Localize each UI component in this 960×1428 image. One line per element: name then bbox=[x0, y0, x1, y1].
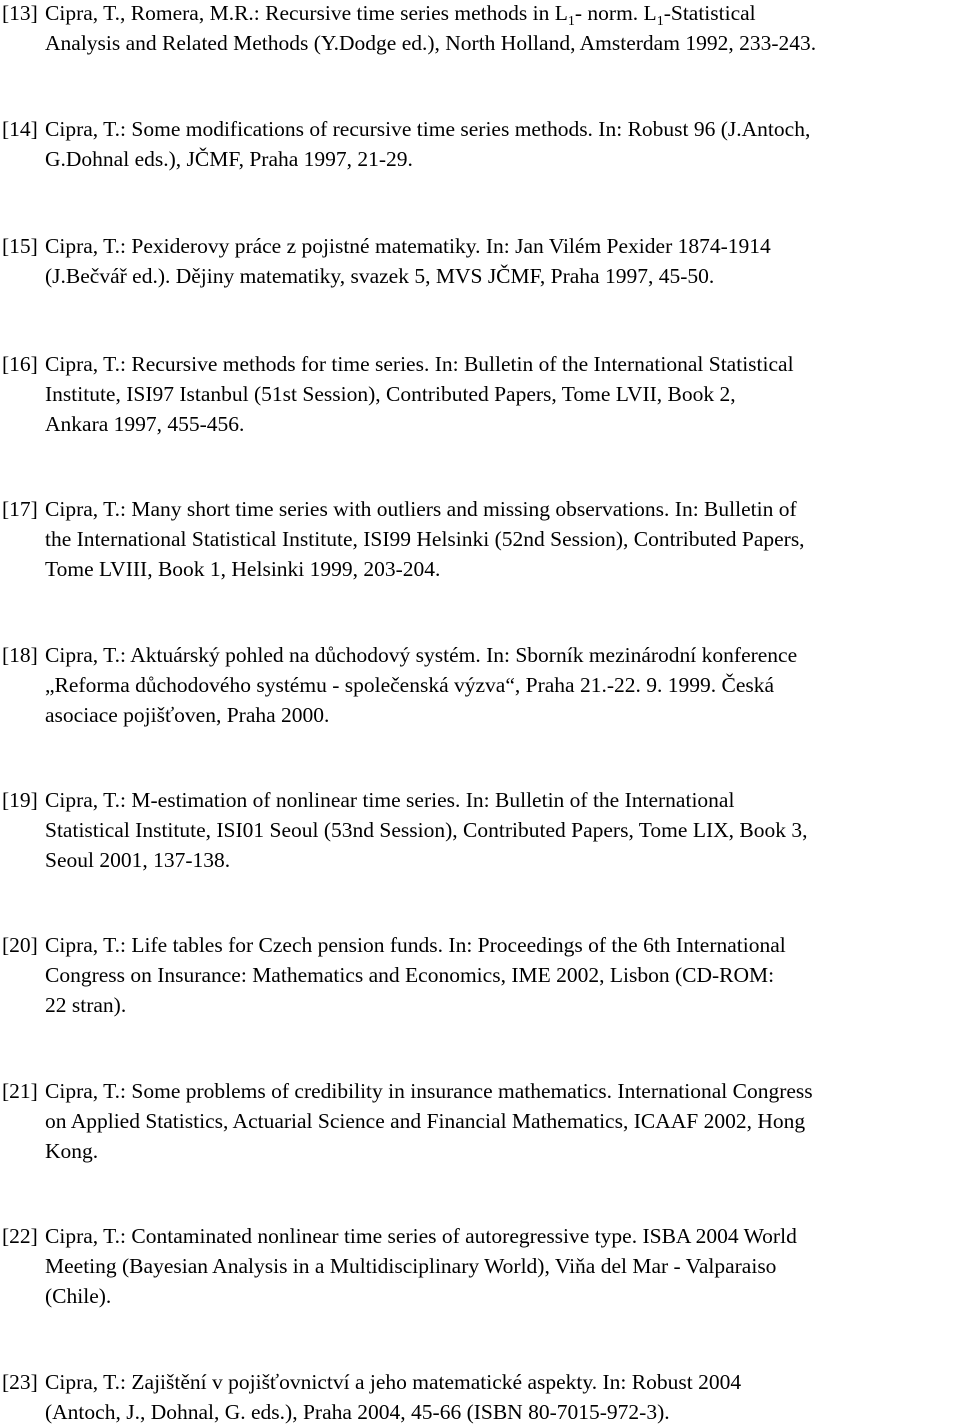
reference-line: (J.Bečvář ed.). Dějiny matematiky, svazek 5, MVS JČMF, Praha 1997, 45-50. bbox=[45, 264, 715, 288]
reference-line: (Chile). bbox=[45, 1284, 112, 1308]
reference-line: 22 stran). bbox=[45, 993, 127, 1017]
reference-20 bbox=[0, 930, 952, 1020]
reference-text bbox=[45, 0, 952, 58]
reference-number: [23] bbox=[2, 1370, 38, 1394]
reference-line: Cipra, T.: Contaminated nonlinear time series of autoregressive type. ISBA 2004 World bbox=[45, 1224, 797, 1248]
reference-line: Cipra, T., Romera, M.R.: Recursive time series methods in $L_1-$ norm. $L_1$-Statistical bbox=[45, 1, 756, 29]
reference-number: [16] bbox=[2, 352, 38, 376]
reference-text bbox=[45, 1076, 952, 1166]
reference-line: Cipra, T.: Zajištění v pojišťovnictví a jeho matematické aspekty. In: Robust 2004 bbox=[45, 1370, 742, 1394]
reference-19 bbox=[0, 785, 952, 875]
reference-16 bbox=[0, 349, 952, 439]
reference-line: Analysis and Related Methods (Y.Dodge ed.), North Holland, Amsterdam 1992, 233-243. bbox=[45, 31, 817, 55]
reference-line: Institute, ISI97 Istanbul (51st Session), Contributed Papers, Tome LVII, Book 2, bbox=[45, 382, 736, 406]
reference-line: Statistical Institute, ISI01 Seoul (53nd Session), Contributed Papers, Tome LIX, Book 3, bbox=[45, 818, 808, 842]
reference-line: Meeting (Bayesian Analysis in a Multidisciplinary World), Viňa del Mar - Valparaiso bbox=[45, 1254, 777, 1278]
reference-line: Cipra, T.: Recursive methods for time series. In: Bulletin of the International Statistical bbox=[45, 352, 794, 376]
reference-14 bbox=[0, 114, 952, 174]
reference-number: [19] bbox=[2, 788, 38, 812]
reference-line: „Reforma důchodového systému - společenská výzva“, Praha 21.-22. 9. 1999. Česká bbox=[45, 673, 775, 697]
reference-number: [14] bbox=[2, 117, 38, 141]
reference-text bbox=[45, 349, 952, 439]
reference-line: Cipra, T.: Some modifications of recursive time series methods. In: Robust 96 (J.Antoch, bbox=[45, 117, 811, 141]
reference-line: Ankara 1997, 455-456. bbox=[45, 412, 245, 436]
reference-line: Congress on Insurance: Mathematics and Economics, IME 2002, Lisbon (CD-ROM: bbox=[45, 963, 775, 987]
reference-22 bbox=[0, 1221, 952, 1311]
reference-line: Cipra, T.: M-estimation of nonlinear time series. In: Bulletin of the International bbox=[45, 788, 735, 812]
reference-13 bbox=[0, 0, 952, 58]
reference-line: the International Statistical Institute, ISI99 Helsinki (52nd Session), Contributed Papers, bbox=[45, 527, 805, 551]
reference-line: Cipra, T.: Some problems of credibility in insurance mathematics. International Congress bbox=[45, 1079, 813, 1103]
reference-18 bbox=[0, 640, 952, 730]
reference-21 bbox=[0, 1076, 952, 1166]
reference-text bbox=[45, 785, 952, 875]
reference-text bbox=[45, 114, 952, 174]
reference-text bbox=[45, 494, 952, 584]
subscript: 1 bbox=[567, 14, 575, 29]
reference-number: [22] bbox=[2, 1224, 38, 1248]
reference-line: Cipra, T.: Pexiderovy práce z pojistné matematiky. In: Jan Vilém Pexider 1874-1914 bbox=[45, 234, 771, 258]
reference-line: (Antoch, J., Dohnal, G. eds.), Praha 2004, 45-66 (ISBN 80-7015-972-3). bbox=[45, 1400, 670, 1424]
subscript: 1 bbox=[656, 14, 664, 29]
reference-line: on Applied Statistics, Actuarial Science and Financial Mathematics, ICAAF 2002, Hong bbox=[45, 1109, 806, 1133]
reference-text bbox=[45, 1221, 952, 1311]
reference-17 bbox=[0, 494, 952, 584]
reference-number: [15] bbox=[2, 234, 38, 258]
reference-line: Seoul 2001, 137-138. bbox=[45, 848, 231, 872]
reference-text bbox=[45, 231, 952, 291]
reference-text bbox=[45, 930, 952, 1020]
reference-number: [13] bbox=[2, 1, 38, 25]
reference-line: Tome LVIII, Book 1, Helsinki 1999, 203-204. bbox=[45, 557, 441, 581]
reference-number: [17] bbox=[2, 497, 38, 521]
reference-15 bbox=[0, 231, 952, 291]
reference-line: G.Dohnal eds.), JČMF, Praha 1997, 21-29. bbox=[45, 147, 413, 171]
reference-line: asociace pojišťoven, Praha 2000. bbox=[45, 703, 330, 727]
reference-line: Cipra, T.: Life tables for Czech pension funds. In: Proceedings of the 6th International bbox=[45, 933, 786, 957]
reference-number: [21] bbox=[2, 1079, 38, 1103]
reference-23 bbox=[0, 1367, 952, 1427]
reference-text bbox=[45, 1367, 952, 1427]
reference-line: Kong. bbox=[45, 1139, 99, 1163]
reference-line: Cipra, T.: Aktuárský pohled na důchodový systém. In: Sborník mezinárodní konference bbox=[45, 643, 798, 667]
reference-text bbox=[45, 640, 952, 730]
reference-line: Cipra, T.: Many short time series with outliers and missing observations. In: Bulletin of bbox=[45, 497, 797, 521]
reference-number: [20] bbox=[2, 933, 38, 957]
reference-number: [18] bbox=[2, 643, 38, 667]
